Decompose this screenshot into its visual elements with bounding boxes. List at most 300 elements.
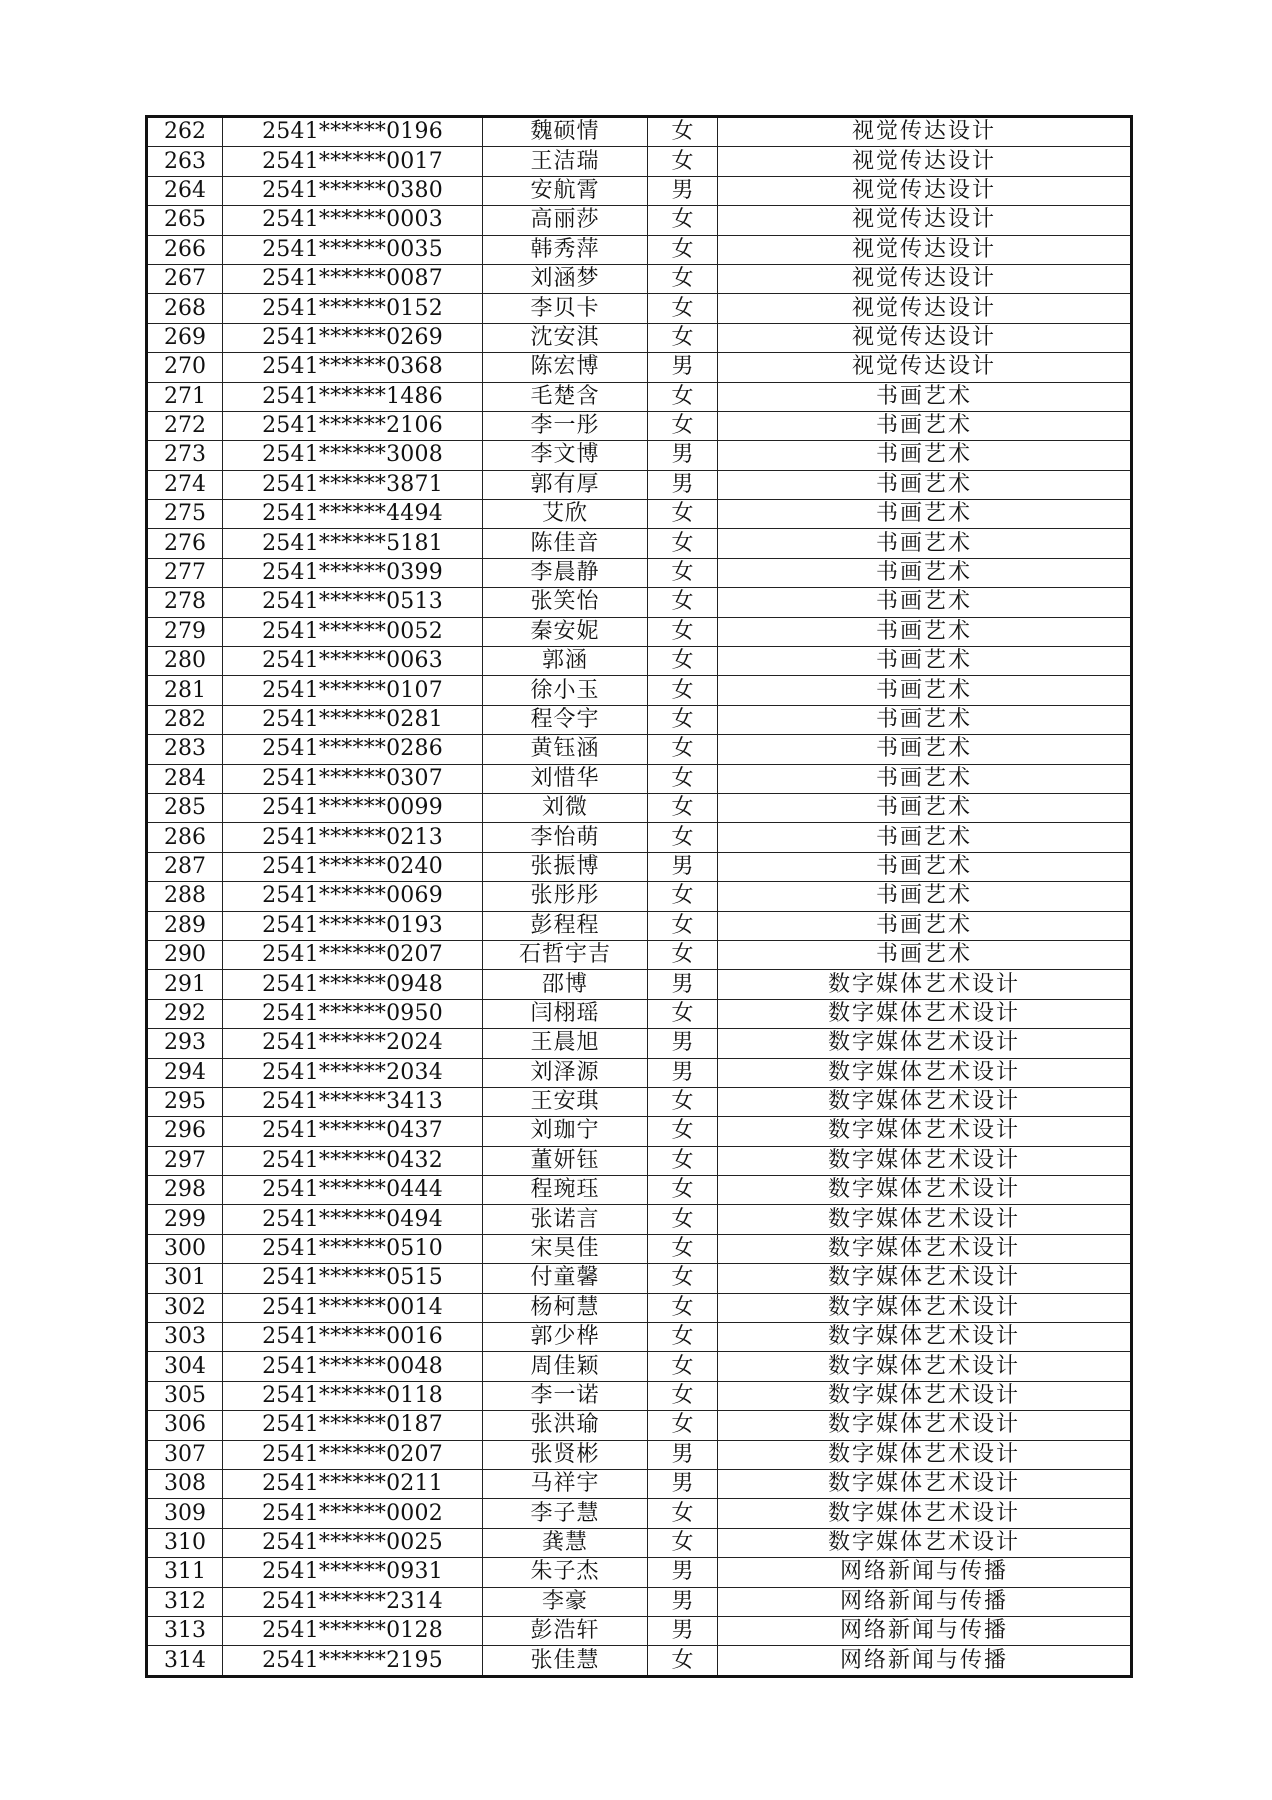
row-number-cell: 310 bbox=[147, 1528, 223, 1557]
row-number-cell: 282 bbox=[147, 705, 223, 734]
row-number-cell: 307 bbox=[147, 1440, 223, 1469]
student-name-cell: 李晨静 bbox=[483, 558, 648, 587]
gender-cell: 女 bbox=[648, 735, 718, 764]
row-number-cell: 274 bbox=[147, 470, 223, 499]
student-id-cell: 2541******3871 bbox=[223, 470, 483, 499]
student-name-cell: 张贤彬 bbox=[483, 1440, 648, 1469]
student-id-cell: 2541******0087 bbox=[223, 264, 483, 293]
student-id-cell: 2541******0196 bbox=[223, 117, 483, 147]
row-number-cell: 296 bbox=[147, 1117, 223, 1146]
student-name-cell: 马祥宇 bbox=[483, 1469, 648, 1498]
student-id-cell: 2541******4494 bbox=[223, 500, 483, 529]
major-cell: 书画艺术 bbox=[718, 735, 1132, 764]
student-name-cell: 董妍钰 bbox=[483, 1146, 648, 1175]
table-row bbox=[147, 1087, 1132, 1116]
student-id-cell: 2541******0286 bbox=[223, 735, 483, 764]
gender-cell: 女 bbox=[648, 1146, 718, 1175]
table-row bbox=[147, 1205, 1132, 1234]
student-id-cell: 2541******3008 bbox=[223, 441, 483, 470]
major-cell: 数字媒体艺术设计 bbox=[718, 1058, 1132, 1087]
student-name-cell: 张笑怡 bbox=[483, 588, 648, 617]
gender-cell: 女 bbox=[648, 588, 718, 617]
student-name-cell: 高丽莎 bbox=[483, 206, 648, 235]
student-name-cell: 张振博 bbox=[483, 852, 648, 881]
row-number-cell: 301 bbox=[147, 1264, 223, 1293]
row-number-cell: 280 bbox=[147, 647, 223, 676]
student-name-cell: 王安琪 bbox=[483, 1087, 648, 1116]
table-row bbox=[147, 1058, 1132, 1087]
student-id-cell: 2541******0950 bbox=[223, 999, 483, 1028]
gender-cell: 女 bbox=[648, 382, 718, 411]
row-number-cell: 273 bbox=[147, 441, 223, 470]
gender-cell: 女 bbox=[648, 1117, 718, 1146]
student-name-cell: 王洁瑞 bbox=[483, 147, 648, 176]
table-row bbox=[147, 940, 1132, 969]
gender-cell: 男 bbox=[648, 1616, 718, 1645]
row-number-cell: 302 bbox=[147, 1293, 223, 1322]
major-cell: 数字媒体艺术设计 bbox=[718, 1087, 1132, 1116]
gender-cell: 女 bbox=[648, 294, 718, 323]
table-row bbox=[147, 705, 1132, 734]
major-cell: 数字媒体艺术设计 bbox=[718, 1440, 1132, 1469]
student-name-cell: 安航霄 bbox=[483, 176, 648, 205]
table-row bbox=[147, 999, 1132, 1028]
student-name-cell: 彭程程 bbox=[483, 911, 648, 940]
row-number-cell: 288 bbox=[147, 882, 223, 911]
student-name-cell: 石哲宇吉 bbox=[483, 940, 648, 969]
table-row bbox=[147, 1234, 1132, 1263]
student-id-cell: 2541******0444 bbox=[223, 1176, 483, 1205]
student-id-cell: 2541******5181 bbox=[223, 529, 483, 558]
row-number-cell: 300 bbox=[147, 1234, 223, 1263]
row-number-cell: 263 bbox=[147, 147, 223, 176]
table-row bbox=[147, 1499, 1132, 1528]
student-id-cell: 2541******0048 bbox=[223, 1352, 483, 1381]
student-id-cell: 2541******0515 bbox=[223, 1264, 483, 1293]
student-name-cell: 李一彤 bbox=[483, 411, 648, 440]
gender-cell: 女 bbox=[648, 1323, 718, 1352]
major-cell: 数字媒体艺术设计 bbox=[718, 1146, 1132, 1175]
student-name-cell: 杨柯慧 bbox=[483, 1293, 648, 1322]
major-cell: 网络新闻与传播 bbox=[718, 1587, 1132, 1616]
student-name-cell: 彭浩轩 bbox=[483, 1616, 648, 1645]
student-id-cell: 2541******0003 bbox=[223, 206, 483, 235]
student-name-cell: 张佳慧 bbox=[483, 1646, 648, 1676]
table-row bbox=[147, 264, 1132, 293]
table-row bbox=[147, 470, 1132, 499]
student-id-cell: 2541******2195 bbox=[223, 1646, 483, 1676]
table-row bbox=[147, 529, 1132, 558]
student-name-cell: 朱子杰 bbox=[483, 1558, 648, 1587]
student-name-cell: 付童馨 bbox=[483, 1264, 648, 1293]
student-name-cell: 邵博 bbox=[483, 970, 648, 999]
major-cell: 数字媒体艺术设计 bbox=[718, 1323, 1132, 1352]
major-cell: 书画艺术 bbox=[718, 793, 1132, 822]
student-name-cell: 毛楚含 bbox=[483, 382, 648, 411]
student-id-cell: 2541******0269 bbox=[223, 323, 483, 352]
major-cell: 数字媒体艺术设计 bbox=[718, 1205, 1132, 1234]
gender-cell: 女 bbox=[648, 323, 718, 352]
table-row bbox=[147, 676, 1132, 705]
gender-cell: 女 bbox=[648, 617, 718, 646]
major-cell: 数字媒体艺术设计 bbox=[718, 1117, 1132, 1146]
gender-cell: 女 bbox=[648, 1176, 718, 1205]
student-id-cell: 2541******0099 bbox=[223, 793, 483, 822]
student-id-cell: 2541******2106 bbox=[223, 411, 483, 440]
row-number-cell: 272 bbox=[147, 411, 223, 440]
gender-cell: 男 bbox=[648, 1440, 718, 1469]
row-number-cell: 289 bbox=[147, 911, 223, 940]
major-cell: 书画艺术 bbox=[718, 823, 1132, 852]
student-name-cell: 张彤彤 bbox=[483, 882, 648, 911]
major-cell: 数字媒体艺术设计 bbox=[718, 1352, 1132, 1381]
student-name-cell: 龚慧 bbox=[483, 1528, 648, 1557]
gender-cell: 男 bbox=[648, 470, 718, 499]
row-number-cell: 290 bbox=[147, 940, 223, 969]
student-id-cell: 2541******0399 bbox=[223, 558, 483, 587]
student-id-cell: 2541******0437 bbox=[223, 1117, 483, 1146]
student-id-cell: 2541******0118 bbox=[223, 1381, 483, 1410]
student-id-cell: 2541******2034 bbox=[223, 1058, 483, 1087]
roster-sheet bbox=[145, 115, 1130, 1678]
gender-cell: 女 bbox=[648, 500, 718, 529]
gender-cell: 女 bbox=[648, 206, 718, 235]
student-id-cell: 2541******0432 bbox=[223, 1146, 483, 1175]
major-cell: 数字媒体艺术设计 bbox=[718, 1264, 1132, 1293]
table-row bbox=[147, 235, 1132, 264]
table-row bbox=[147, 1528, 1132, 1557]
gender-cell: 女 bbox=[648, 1411, 718, 1440]
major-cell: 数字媒体艺术设计 bbox=[718, 1528, 1132, 1557]
table-row bbox=[147, 911, 1132, 940]
row-number-cell: 308 bbox=[147, 1469, 223, 1498]
row-number-cell: 278 bbox=[147, 588, 223, 617]
student-id-cell: 2541******0368 bbox=[223, 353, 483, 382]
student-name-cell: 程琬珏 bbox=[483, 1176, 648, 1205]
major-cell: 书画艺术 bbox=[718, 940, 1132, 969]
student-id-cell: 2541******0052 bbox=[223, 617, 483, 646]
gender-cell: 女 bbox=[648, 1352, 718, 1381]
row-number-cell: 268 bbox=[147, 294, 223, 323]
student-id-cell: 2541******0211 bbox=[223, 1469, 483, 1498]
student-name-cell: 周佳颖 bbox=[483, 1352, 648, 1381]
row-number-cell: 264 bbox=[147, 176, 223, 205]
table-row bbox=[147, 588, 1132, 617]
table-row bbox=[147, 1146, 1132, 1175]
row-number-cell: 281 bbox=[147, 676, 223, 705]
major-cell: 书画艺术 bbox=[718, 764, 1132, 793]
table-row bbox=[147, 206, 1132, 235]
row-number-cell: 313 bbox=[147, 1616, 223, 1645]
table-row bbox=[147, 117, 1132, 147]
major-cell: 视觉传达设计 bbox=[718, 117, 1132, 147]
gender-cell: 男 bbox=[648, 970, 718, 999]
row-number-cell: 312 bbox=[147, 1587, 223, 1616]
major-cell: 网络新闻与传播 bbox=[718, 1646, 1132, 1676]
major-cell: 视觉传达设计 bbox=[718, 147, 1132, 176]
student-id-cell: 2541******1486 bbox=[223, 382, 483, 411]
major-cell: 书画艺术 bbox=[718, 382, 1132, 411]
major-cell: 视觉传达设计 bbox=[718, 294, 1132, 323]
major-cell: 书画艺术 bbox=[718, 588, 1132, 617]
major-cell: 视觉传达设计 bbox=[718, 206, 1132, 235]
student-id-cell: 2541******3413 bbox=[223, 1087, 483, 1116]
student-name-cell: 宋昊佳 bbox=[483, 1234, 648, 1263]
student-id-cell: 2541******0510 bbox=[223, 1234, 483, 1263]
major-cell: 书画艺术 bbox=[718, 911, 1132, 940]
student-name-cell: 郭有厚 bbox=[483, 470, 648, 499]
student-id-cell: 2541******0016 bbox=[223, 1323, 483, 1352]
row-number-cell: 305 bbox=[147, 1381, 223, 1410]
gender-cell: 女 bbox=[648, 882, 718, 911]
student-name-cell: 李豪 bbox=[483, 1587, 648, 1616]
student-id-cell: 2541******0107 bbox=[223, 676, 483, 705]
row-number-cell: 298 bbox=[147, 1176, 223, 1205]
table-row bbox=[147, 970, 1132, 999]
gender-cell: 女 bbox=[648, 705, 718, 734]
table-row bbox=[147, 1293, 1132, 1322]
table-row bbox=[147, 823, 1132, 852]
table-row bbox=[147, 1411, 1132, 1440]
row-number-cell: 266 bbox=[147, 235, 223, 264]
row-number-cell: 271 bbox=[147, 382, 223, 411]
table-row bbox=[147, 1117, 1132, 1146]
major-cell: 书画艺术 bbox=[718, 411, 1132, 440]
major-cell: 视觉传达设计 bbox=[718, 323, 1132, 352]
row-number-cell: 262 bbox=[147, 117, 223, 147]
student-name-cell: 李怡萌 bbox=[483, 823, 648, 852]
gender-cell: 女 bbox=[648, 1087, 718, 1116]
student-id-cell: 2541******0002 bbox=[223, 1499, 483, 1528]
student-id-cell: 2541******0513 bbox=[223, 588, 483, 617]
table-row bbox=[147, 411, 1132, 440]
student-id-cell: 2541******0069 bbox=[223, 882, 483, 911]
gender-cell: 女 bbox=[648, 1381, 718, 1410]
gender-cell: 女 bbox=[648, 264, 718, 293]
table-row bbox=[147, 617, 1132, 646]
row-number-cell: 287 bbox=[147, 852, 223, 881]
student-name-cell: 黄钰涵 bbox=[483, 735, 648, 764]
major-cell: 书画艺术 bbox=[718, 558, 1132, 587]
student-name-cell: 魏硕情 bbox=[483, 117, 648, 147]
gender-cell: 男 bbox=[648, 176, 718, 205]
row-number-cell: 291 bbox=[147, 970, 223, 999]
student-id-cell: 2541******0380 bbox=[223, 176, 483, 205]
row-number-cell: 276 bbox=[147, 529, 223, 558]
student-id-cell: 2541******0494 bbox=[223, 1205, 483, 1234]
major-cell: 书画艺术 bbox=[718, 529, 1132, 558]
table-row bbox=[147, 793, 1132, 822]
gender-cell: 女 bbox=[648, 529, 718, 558]
gender-cell: 女 bbox=[648, 1528, 718, 1557]
student-name-cell: 秦安妮 bbox=[483, 617, 648, 646]
row-number-cell: 293 bbox=[147, 1029, 223, 1058]
table-row bbox=[147, 353, 1132, 382]
gender-cell: 女 bbox=[648, 793, 718, 822]
student-name-cell: 郭少桦 bbox=[483, 1323, 648, 1352]
gender-cell: 男 bbox=[648, 1029, 718, 1058]
table-row bbox=[147, 647, 1132, 676]
gender-cell: 女 bbox=[648, 823, 718, 852]
major-cell: 书画艺术 bbox=[718, 705, 1132, 734]
gender-cell: 男 bbox=[648, 1058, 718, 1087]
gender-cell: 男 bbox=[648, 353, 718, 382]
row-number-cell: 284 bbox=[147, 764, 223, 793]
gender-cell: 女 bbox=[648, 1205, 718, 1234]
table-row bbox=[147, 852, 1132, 881]
major-cell: 书画艺术 bbox=[718, 647, 1132, 676]
student-id-cell: 2541******0207 bbox=[223, 1440, 483, 1469]
gender-cell: 男 bbox=[648, 441, 718, 470]
gender-cell: 女 bbox=[648, 147, 718, 176]
row-number-cell: 270 bbox=[147, 353, 223, 382]
student-id-cell: 2541******0307 bbox=[223, 764, 483, 793]
major-cell: 书画艺术 bbox=[718, 500, 1132, 529]
student-name-cell: 徐小玉 bbox=[483, 676, 648, 705]
student-name-cell: 张诺言 bbox=[483, 1205, 648, 1234]
row-number-cell: 269 bbox=[147, 323, 223, 352]
major-cell: 书画艺术 bbox=[718, 441, 1132, 470]
student-id-cell: 2541******0281 bbox=[223, 705, 483, 734]
student-name-cell: 陈宏博 bbox=[483, 353, 648, 382]
table-row bbox=[147, 1176, 1132, 1205]
row-number-cell: 309 bbox=[147, 1499, 223, 1528]
row-number-cell: 267 bbox=[147, 264, 223, 293]
student-name-cell: 沈安淇 bbox=[483, 323, 648, 352]
major-cell: 数字媒体艺术设计 bbox=[718, 1029, 1132, 1058]
table-row bbox=[147, 1558, 1132, 1587]
gender-cell: 男 bbox=[648, 1469, 718, 1498]
row-number-cell: 286 bbox=[147, 823, 223, 852]
roster-table bbox=[145, 115, 1133, 1678]
student-id-cell: 2541******0207 bbox=[223, 940, 483, 969]
student-name-cell: 李贝卡 bbox=[483, 294, 648, 323]
gender-cell: 女 bbox=[648, 558, 718, 587]
student-name-cell: 艾欣 bbox=[483, 500, 648, 529]
table-row bbox=[147, 500, 1132, 529]
row-number-cell: 314 bbox=[147, 1646, 223, 1676]
major-cell: 视觉传达设计 bbox=[718, 235, 1132, 264]
student-id-cell: 2541******0213 bbox=[223, 823, 483, 852]
table-row bbox=[147, 1587, 1132, 1616]
gender-cell: 男 bbox=[648, 852, 718, 881]
student-id-cell: 2541******0948 bbox=[223, 970, 483, 999]
student-id-cell: 2541******0014 bbox=[223, 1293, 483, 1322]
student-name-cell: 闫栩瑶 bbox=[483, 999, 648, 1028]
student-id-cell: 2541******0128 bbox=[223, 1616, 483, 1645]
gender-cell: 女 bbox=[648, 235, 718, 264]
row-number-cell: 277 bbox=[147, 558, 223, 587]
row-number-cell: 265 bbox=[147, 206, 223, 235]
table-row bbox=[147, 735, 1132, 764]
student-name-cell: 李一诺 bbox=[483, 1381, 648, 1410]
gender-cell: 女 bbox=[648, 1499, 718, 1528]
student-id-cell: 2541******0017 bbox=[223, 147, 483, 176]
major-cell: 数字媒体艺术设计 bbox=[718, 1234, 1132, 1263]
row-number-cell: 285 bbox=[147, 793, 223, 822]
table-row bbox=[147, 147, 1132, 176]
gender-cell: 男 bbox=[648, 1558, 718, 1587]
major-cell: 视觉传达设计 bbox=[718, 353, 1132, 382]
gender-cell: 女 bbox=[648, 676, 718, 705]
student-name-cell: 刘珈宁 bbox=[483, 1117, 648, 1146]
student-name-cell: 刘微 bbox=[483, 793, 648, 822]
student-id-cell: 2541******2024 bbox=[223, 1029, 483, 1058]
table-row bbox=[147, 764, 1132, 793]
row-number-cell: 294 bbox=[147, 1058, 223, 1087]
row-number-cell: 311 bbox=[147, 1558, 223, 1587]
major-cell: 书画艺术 bbox=[718, 617, 1132, 646]
gender-cell: 女 bbox=[648, 117, 718, 147]
gender-cell: 女 bbox=[648, 764, 718, 793]
major-cell: 数字媒体艺术设计 bbox=[718, 1381, 1132, 1410]
major-cell: 网络新闻与传播 bbox=[718, 1616, 1132, 1645]
table-row bbox=[147, 1616, 1132, 1645]
table-row bbox=[147, 1469, 1132, 1498]
table-row bbox=[147, 1646, 1132, 1676]
major-cell: 数字媒体艺术设计 bbox=[718, 1499, 1132, 1528]
student-id-cell: 2541******0193 bbox=[223, 911, 483, 940]
major-cell: 书画艺术 bbox=[718, 852, 1132, 881]
student-name-cell: 韩秀萍 bbox=[483, 235, 648, 264]
student-id-cell: 2541******0240 bbox=[223, 852, 483, 881]
major-cell: 数字媒体艺术设计 bbox=[718, 999, 1132, 1028]
major-cell: 视觉传达设计 bbox=[718, 176, 1132, 205]
gender-cell: 女 bbox=[648, 999, 718, 1028]
student-id-cell: 2541******0152 bbox=[223, 294, 483, 323]
gender-cell: 女 bbox=[648, 1293, 718, 1322]
gender-cell: 女 bbox=[648, 1264, 718, 1293]
table-row bbox=[147, 1029, 1132, 1058]
roster-body bbox=[147, 117, 1132, 1677]
gender-cell: 女 bbox=[648, 911, 718, 940]
table-row bbox=[147, 558, 1132, 587]
student-name-cell: 王晨旭 bbox=[483, 1029, 648, 1058]
table-row bbox=[147, 323, 1132, 352]
gender-cell: 女 bbox=[648, 940, 718, 969]
row-number-cell: 283 bbox=[147, 735, 223, 764]
table-row bbox=[147, 1381, 1132, 1410]
student-name-cell: 郭涵 bbox=[483, 647, 648, 676]
major-cell: 书画艺术 bbox=[718, 470, 1132, 499]
table-row bbox=[147, 1352, 1132, 1381]
table-row bbox=[147, 176, 1132, 205]
row-number-cell: 279 bbox=[147, 617, 223, 646]
row-number-cell: 303 bbox=[147, 1323, 223, 1352]
major-cell: 数字媒体艺术设计 bbox=[718, 1411, 1132, 1440]
table-row bbox=[147, 1440, 1132, 1469]
student-id-cell: 2541******2314 bbox=[223, 1587, 483, 1616]
student-id-cell: 2541******0025 bbox=[223, 1528, 483, 1557]
student-id-cell: 2541******0931 bbox=[223, 1558, 483, 1587]
row-number-cell: 299 bbox=[147, 1205, 223, 1234]
table-row bbox=[147, 1264, 1132, 1293]
table-row bbox=[147, 382, 1132, 411]
student-name-cell: 张洪瑜 bbox=[483, 1411, 648, 1440]
row-number-cell: 292 bbox=[147, 999, 223, 1028]
row-number-cell: 304 bbox=[147, 1352, 223, 1381]
major-cell: 数字媒体艺术设计 bbox=[718, 1176, 1132, 1205]
major-cell: 数字媒体艺术设计 bbox=[718, 970, 1132, 999]
table-row bbox=[147, 294, 1132, 323]
student-name-cell: 刘涵梦 bbox=[483, 264, 648, 293]
student-id-cell: 2541******0187 bbox=[223, 1411, 483, 1440]
gender-cell: 女 bbox=[648, 647, 718, 676]
major-cell: 网络新闻与传播 bbox=[718, 1558, 1132, 1587]
student-name-cell: 陈佳音 bbox=[483, 529, 648, 558]
student-name-cell: 刘泽源 bbox=[483, 1058, 648, 1087]
student-id-cell: 2541******0035 bbox=[223, 235, 483, 264]
